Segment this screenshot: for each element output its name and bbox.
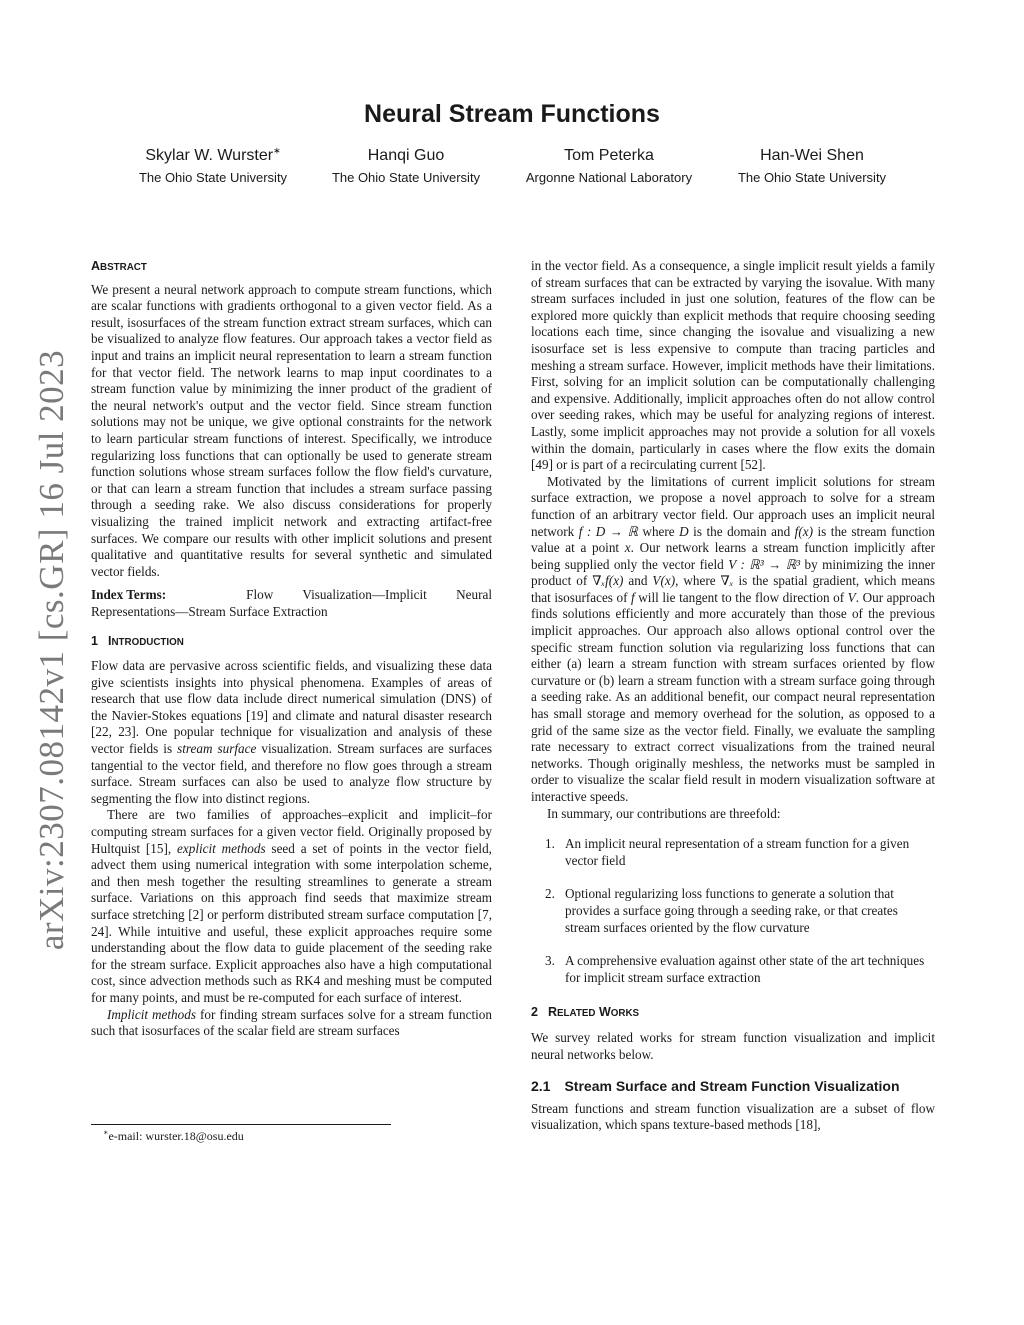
subsection-heading: 2.1 Stream Surface and Stream Function Visualization bbox=[531, 1078, 900, 1095]
abstract-text: We present a neural network approach to compute stream functions, which are scalar functions with gradients orthogonal to a given vector field. As a result, isosurfaces of the stream function extract stream surfaces, which can be visualized to analyze flow features. Our approach takes a vector field as input and trains an implicit neural representation to learn a stream function for that vector field. The network learns to map input coordinates to a stream function value by minimizing the inner product of the gradient of the neural network's output and the vector field. Since stream function solutions may not be unique, we give optional constraints for the network to learn particular stream functions of interest. Specifically, we introduce regularizing loss functions that can optionally be used to generate stream function solutions whose stream surfaces follow the flow field's curvature, or that can learn a stream function that includes a stream surface passing through a seeding rake. We also discuss considerations for properly visualizing the trained implicit network and extracting artifact-free surfaces. We compare our results with other implicit solutions and present qualitative and quantitative results for several synthetic and simulated vector fields. bbox=[91, 281, 492, 579]
author-affiliation: The Ohio State University bbox=[737, 170, 887, 185]
footnote-email[interactable]: e-mail: wurster.18@osu.edu bbox=[108, 1129, 244, 1143]
list-item: 3. A comprehensive evaluation against other state of the art techniques for implicit stream surface extraction bbox=[545, 953, 925, 985]
author-name: Han-Wei Shen bbox=[760, 147, 864, 164]
body-paragraph: We survey related works for stream function visualization and implicit neural networks below. bbox=[531, 1029, 935, 1062]
intro-paragraph: Implicit methods for finding stream surfaces solve for a stream function such that isosurfaces of the scalar field are stream surfaces bbox=[91, 1006, 492, 1039]
arxiv-stamp-text: arXiv:2307.08142v1 [cs.GR] 16 Jul 2023 bbox=[32, 349, 71, 951]
body-paragraph: Stream functions and stream function visualization are a subset of flow visualization, which spans texture-based methods [18], bbox=[531, 1100, 935, 1133]
author-name: Tom Peterka bbox=[564, 147, 654, 164]
intro-paragraph: Flow data are pervasive across scientific fields, and visualizing these data give scientists insights into physical phenomena. Examples of areas of research that use flow data include direct numerical simulation (DNS) of the Navier-Stokes equations [19] and climate and natural disaster research [22, 23]. One popular technique for visualization and analysis of these vector fields is stream surface visualization. Stream surfaces are surfaces tangential to the vector field, and therefore no flow goes through a stream surface. Stream surfaces can also be used to analyze flow structure by segmenting the flow into distinct regions. bbox=[91, 658, 492, 806]
footnote-marker: ∗ bbox=[273, 145, 281, 156]
index-terms-label: Index Terms: bbox=[91, 587, 167, 603]
index-terms bbox=[91, 587, 492, 620]
left-column bbox=[91, 258, 492, 1040]
author-name: Hanqi Guo bbox=[367, 147, 445, 164]
footnote: ∗e-mail: wurster.18@osu.edu bbox=[103, 1128, 244, 1143]
index-terms-rest: Representations—Stream Surface Extraction bbox=[91, 603, 328, 619]
author-block bbox=[296, 146, 516, 187]
section-heading-related-works: 2 RELATED WORKS bbox=[531, 1005, 640, 1020]
footnote-rule bbox=[91, 1124, 391, 1125]
author-affiliation: The Ohio State University bbox=[138, 170, 288, 185]
list-item: 2. Optional regularizing loss functions to generate a solution that provides a surface going through a seeding rake, or that creates stream surfaces oriented by the flow curvature bbox=[545, 886, 898, 935]
abstract-heading: ABSTRACT bbox=[91, 259, 147, 273]
author-block bbox=[702, 146, 922, 187]
body-paragraph: In summary, our contributions are threefold: bbox=[547, 805, 781, 821]
author-name: Skylar W. Wurster∗ bbox=[145, 145, 281, 164]
body-paragraph: Motivated by the limitations of current implicit solutions for stream surface extraction, we propose a novel approach to solve for a stream function of an arbitrary vector field. Our approach uses an implicit neural network f : D → ℝ where D is the domain and f(x) is the stream function value at a point x. Our network learns a stream function implicitly after being supplied only the vector field V : ℝ³ → ℝ³ by minimizing the inner product of ∇ₓf(x) and V(x), where ∇ₓ is the spatial gradient, which means that isosurfaces of f will lie tangent to the flow direction of V. Our approach finds solutions efficiently and more accurately than those of the previous implicit approaches. Our approach also allows optional control over the specific stream function solution via regularizing loss functions that can either (a) learn a stream function with stream surfaces oriented by flow curvature or (b) learn a stream function with a stream surface going through a seeding rake. As an additional benefit, our compact neural representation has small storage and memory overhead for the solution, as opposed to a grid of the same size as the vector field. Finally, we evaluate the sampling rate necessary to extract correct visualizations from the trained neural networks. Though originally meshless, the networks must be sampled in order to visualize the scalar field result in modern visualization software at interactive speeds. bbox=[531, 473, 935, 804]
section-heading-introduction: 1 INTRODUCTION bbox=[91, 634, 184, 649]
intro-paragraph: There are two families of approaches–explicit and implicit–for computing stream surfaces for a given vector field. Originally proposed by Hultquist [15], explicit methods seed a set of points in the vector field, advect them using numerical integration with some interpolation scheme, and then mesh together the resulting streamlines to generate a stream surface. Variations on this approach find seeds that maximize stream surface stretching [2] or perform distributed stream surface computation [7, 24]. While intuitive and useful, these explicit approaches require some understanding about the flow data to guide placement of the seeding rake for the stream surface. Explicit approaches also have a high computational cost, since advection methods such as RK4 and meshing must be computed for many points, and must be re-computed for each surface of interest. bbox=[91, 807, 492, 1005]
author-block bbox=[103, 146, 323, 187]
right-column bbox=[531, 258, 935, 1134]
author-affiliation: Argonne National Laboratory bbox=[525, 170, 693, 185]
author-affiliation: The Ohio State University bbox=[331, 170, 481, 185]
body-paragraph: in the vector field. As a consequence, a single implicit result yields a family of stream surfaces that can be extracted by varying the isovalue. With many stream surfaces included in just one solution, features of the flow can be explored more quickly than explicit methods that require choosing seeding locations each time, since changing the isovalue and visualizing a new isosurface set is less expensive to compute than tracing particles and meshing a stream surface. However, implicit methods have their limitations. First, solving for an implicit solution can be computationally challenging and expensive. Additionally, implicit approaches often do not allow control over seeding rakes, which may be useful for analyzing regions of interest. Lastly, some implicit approaches may not provide a solution for all voxels within the domain, particularly in cases where the flow exits the domain [49] or is part of a recirculating current [52]. bbox=[531, 258, 935, 473]
list-item: 1. An implicit neural representation of a stream function for a given vector field bbox=[545, 836, 910, 868]
index-terms-first: Flow Visualization—Implicit Neural bbox=[246, 587, 492, 603]
contributions-list bbox=[531, 836, 935, 986]
paper-title: Neural Stream Functions bbox=[364, 100, 660, 128]
author-block bbox=[499, 146, 719, 187]
